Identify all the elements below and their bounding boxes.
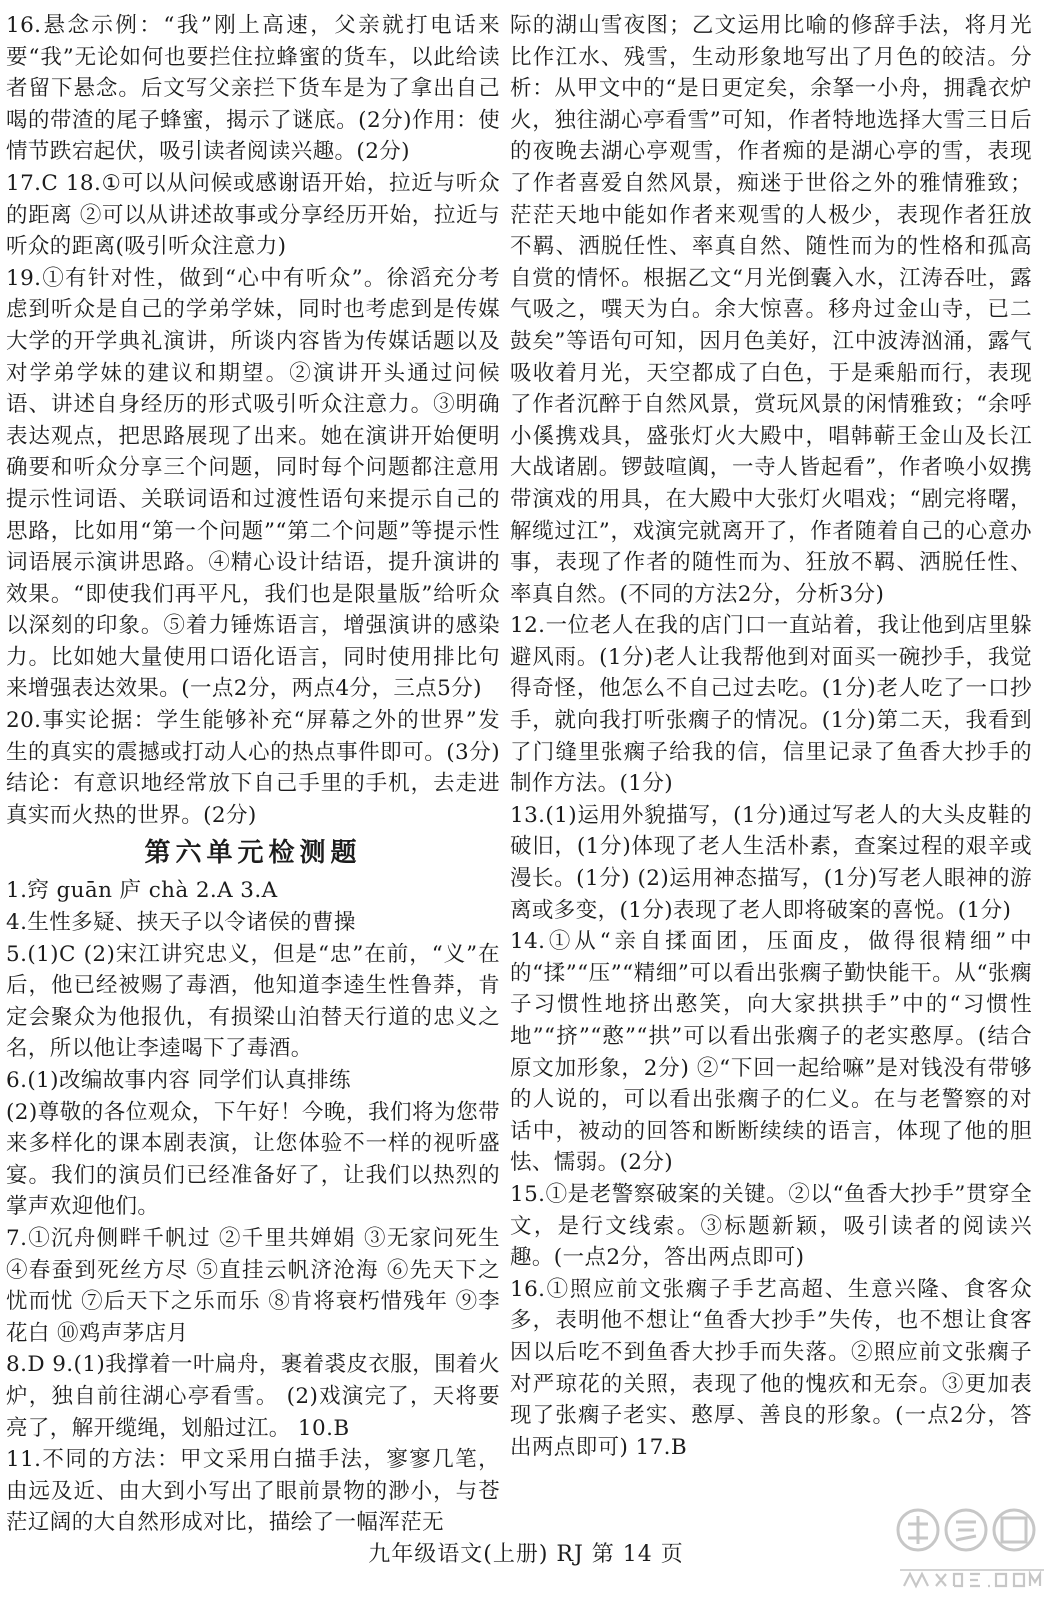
- answer-paragraph: 6.(1)改编故事内容 同学们认真排练: [6, 1068, 351, 1093]
- answer-paragraph: 16.悬念示例：“我”刚上高速，父亲就打电话来要“我”无论如何也要拦住拉蜂蜜的货车，以此给读者留下悬念。后文写父亲拦下货车是为了拿出自己喝的带渣的尾子蜂蜜，揭示了谜底。(2分)作用：使情节跌宕起伏，吸引读者阅读兴趣。(2分): [6, 13, 500, 165]
- answer-paragraph: 5.(1)C (2)宋江讲究忠义，但是“忠”在前，“义”在后，他已经被赐了毒酒，他知道李逵生性鲁莽，肯定会聚众为他报仇，有损梁山泊替天行道的忠义之名，所以他让李逵喝下了毒酒。: [6, 941, 500, 1062]
- answer-paragraph: 16.①照应前文张瘸子手艺高超、生意兴隆、食客众多，表明他不想让“鱼香大抄手”失传，也不想让食客因以后吃不到鱼香大抄手而失落。②照应前文张瘸子对严琼花的关照，表现了他的愧疚和无奈。③更加表现了张瘸子老实、憨厚、善良的形象。(一点2分，答出两点即可) 17.B: [510, 1276, 1032, 1460]
- answer-paragraph: 1.窍 guān 庐 chà 2.A 3.A: [6, 878, 278, 904]
- answer-paragraph: 12.一位老人在我的店门口一直站着，我让他到店里躲避风雨。(1分)老人让我帮他到对面买一碗抄手，我觉得奇怪，他怎么不自己过去吃。(1分)老人吃了一口抄手，就向我打听张瘸子的情况。(1分)第二天，我看到了门缝里张瘸子给我的信，信里记录了鱼香大抄手的制作方法。(1分): [510, 613, 1032, 797]
- answer-paragraph: 7.①沉舟侧畔千帆过 ②千里共婵娟 ③无家问死生 ④春蚕到死丝方尽 ⑤直挂云帆济沧海 ⑥先天下之忧而忧 ⑦后天下之乐而乐 ⑧肯将衰朽惜残年 ⑨李花白 ⑩鸡声茅店月: [6, 1225, 500, 1346]
- answer-paragraph: 14.①从“亲自揉面团，压面皮，做得很精细”中的“揉”“压”“精细”可以看出张瘸子勤快能干。从“张瘸子习惯性地挤出憨笑，向大家拱拱手”中的“习惯性地”“挤”“憨”“拱”可以看出张瘸子的老实憨厚。(结合原文加形象，2分) ②“下回一起给嘛”是对钱没有带够的人说的，可以看出张瘸子的仁义。在与老警察的对话中，被动的回答和断断续续的语言，体现了他的胆怯、懦弱。(2分): [510, 929, 1032, 1176]
- answer-paragraph: 4.生性多疑、挟天子以令诸侯的曹操: [6, 910, 356, 936]
- answer-paragraph: 20.事实论据：学生能够补充“屏幕之外的世界”发生的真实的震撼或打动人心的热点事件即可。(3分)结论：有意识地经常放下自己手里的手机，去走进真实而火热的世界。(2分): [6, 708, 500, 828]
- answer-paragraph: 19.①有针对性，做到“心中有听众”。徐滔充分考虑到听众是自己的学弟学妹，同时也考虑到是传媒大学的开学典礼演讲，所谈内容皆为传媒话题以及对学弟学妹的建议和期望。②演讲开头通过问候语、讲述自身经历的形式吸引听众注意力。③明确表达观点，把思路展现了出来。她在演讲开始便明确要和听众分享三个问题，同时每个问题都注意用提示性词语、关联词语和过渡性语句来提示自己的思路，比如用“第一个问题”“第二个问题”等提示性词语展示演讲思路。④精心设计结语，提升演讲的效果。“即使我们再平凡，我们也是限量版”给听众以深刻的印象。⑤着力锤炼语言，增强演讲的感染力。比如她大量使用口语化语言，同时使用排比句来增强表达效果。(一点2分，两点4分，三点5分): [6, 265, 500, 702]
- answer-paragraph: 11.不同的方法：甲文采用白描手法，寥寥几笔，由远及近、由大到小写出了眼前景物的渺小，与苍茫辽阔的大自然形成对比，描绘了一幅浑茫无: [6, 1447, 500, 1536]
- answer-paragraph: 际的湖山雪夜图；乙文运用比喻的修辞手法，将月光比作江水、残雪，生动形象地写出了月色的皎洁。分析：从甲文中的“是日更定矣，余拏一小舟，拥毳衣炉火，独往湖心亭看雪”可知，作者特地选择大雪三日后的夜晚去湖心亭观雪，作者痴的是湖心亭的雪，表现了作者喜爱自然风景，痴迷于世俗之外的雅情雅致；茫茫天地中能如作者来观雪的人极少，表现作者狂放不羁、洒脱任性、率真自然、随性而为的性格和孤高自赏的情怀。根据乙文“月光倒囊入水，江涛吞吐，露气吸之，噀天为白。余大惊喜。移舟过金山寺，已二鼓矣”等语句可知，因月色美好，江中波涛汹涌，露气吸收着月光，天空都成了白色，于是乘船而行，表现了作者沉醉于自然风景，赏玩风景的闲情雅致；“余呼小傒携戏具，盛张灯火大殿中，唱韩蕲王金山及长江大战诸剧。锣鼓喧阗，一寺人皆起看”，作者唤小奴携带演戏的用具，在大殿中大张灯火唱戏；“剧完将曙，解缆过江”，戏演完就离开了，作者随着自己的心意办事，表现了作者的随性而为、狂放不羁、洒脱任性、率真自然。(不同的方法2分，分析3分): [510, 13, 1032, 607]
- answer-paragraph: 17.C 18.①可以从问候或感谢语开始，拉近与听众的距离 ②可以从讲述故事或分享经历开始，拉近与听众的距离(吸引听众注意力): [6, 170, 500, 260]
- answer-paragraph: 15.①是老警察破案的关键。②以“鱼香大抄手”贯穿全文，是行文线索。③标题新颖，吸引读者的阅读兴趣。(一点2分，答出两点即可): [510, 1181, 1032, 1271]
- answer-paragraph: 8.D 9.(1)我撑着一叶扁舟，裹着裘皮衣服，围着火炉，独自前往湖心亭看雪。 (2)戏演完了，天将要亮了，解开缆绳，划船过江。 10.B: [6, 1352, 500, 1441]
- answer-paragraph: (2)尊敬的各位观众，下午好！今晚，我们将为您带来多样化的课本剧表演，让您体验不一样的视听盛宴。我们的演员们已经准备好了，让我们以热烈的掌声欢迎他们。: [6, 1099, 500, 1220]
- section-title: 第六单元检测题: [144, 838, 362, 869]
- right-column: [510, 10, 1032, 1463]
- watermark-logo-icon: [896, 1500, 1048, 1592]
- page-footer: 九年级语文(上册) RJ 第 14 页: [368, 1542, 684, 1567]
- answer-paragraph: 13.(1)运用外貌描写，(1分)通过写老人的大头皮鞋的破旧，(1分)体现了老人生活朴素，查案过程的艰辛或漫长。(1分) (2)运用神态描写，(1分)写老人眼神的游离或多变，(1分)表现了老人即将破案的喜悦。(1分): [510, 802, 1032, 923]
- left-column: [6, 10, 500, 1539]
